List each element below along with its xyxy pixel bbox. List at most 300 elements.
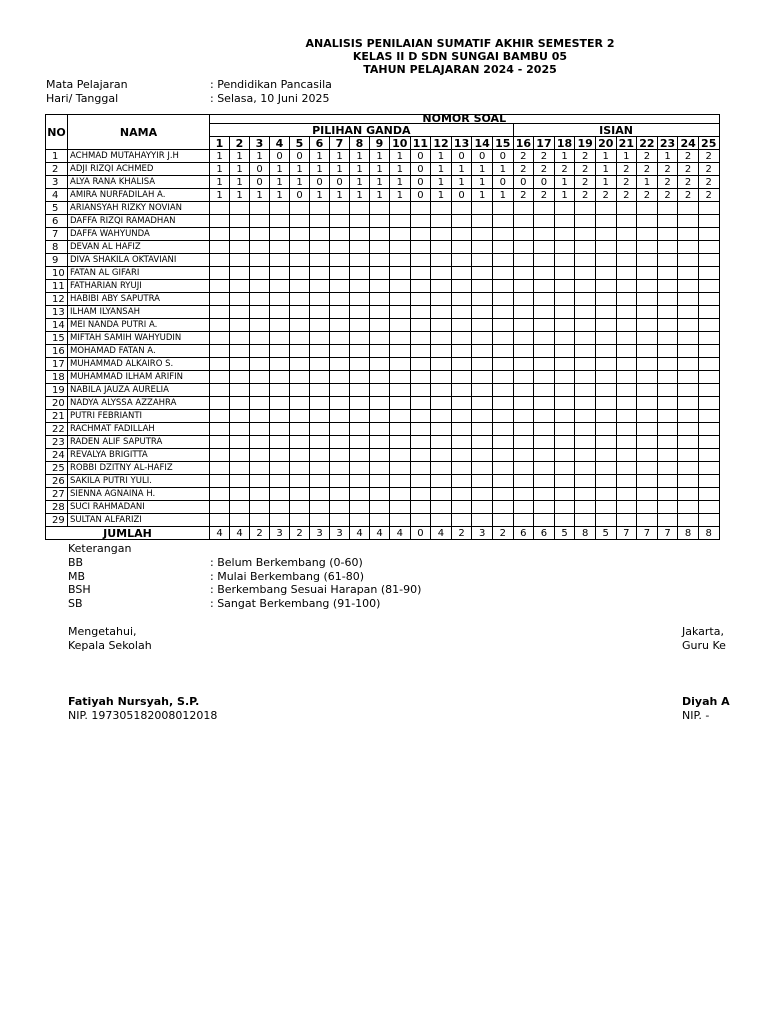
- question-number: 10: [390, 137, 411, 150]
- score-cell: [678, 241, 699, 254]
- student-no: 28: [46, 501, 68, 514]
- score-cell: [637, 475, 658, 488]
- score-cell: [451, 228, 472, 241]
- score-cell: [492, 319, 513, 332]
- score-cell: [410, 215, 431, 228]
- score-cell: [513, 436, 534, 449]
- legend-description: : Sangat Berkembang (91-100): [210, 596, 381, 610]
- score-cell: [451, 241, 472, 254]
- score-cell: [575, 423, 596, 436]
- score-cell: 1: [310, 189, 330, 202]
- score-cell: [250, 254, 270, 267]
- score-cell: 1: [472, 163, 493, 176]
- score-cell: [370, 397, 390, 410]
- score-cell: [210, 501, 230, 514]
- score-cell: [637, 371, 658, 384]
- score-cell: [513, 423, 534, 436]
- score-cell: [250, 449, 270, 462]
- score-cell: [616, 514, 637, 527]
- score-cell: 2: [657, 176, 678, 189]
- score-cell: [451, 449, 472, 462]
- score-cell: 1: [330, 163, 350, 176]
- score-cell: [290, 241, 310, 254]
- score-cell: [534, 202, 555, 215]
- score-cell: [451, 215, 472, 228]
- score-cell: [350, 332, 370, 345]
- score-cell: [230, 514, 250, 527]
- score-cell: [534, 358, 555, 371]
- student-name: ILHAM ILYANSAH: [68, 306, 210, 319]
- score-cell: [657, 267, 678, 280]
- score-cell: [410, 319, 431, 332]
- score-cell: [370, 202, 390, 215]
- date-row: [46, 92, 346, 105]
- score-cell: [698, 462, 719, 475]
- score-cell: [270, 332, 290, 345]
- score-cell: [210, 280, 230, 293]
- score-cell: [657, 410, 678, 423]
- score-cell: [230, 319, 250, 332]
- score-cell: [230, 293, 250, 306]
- question-number: 21: [616, 137, 637, 150]
- score-cell: 1: [390, 189, 411, 202]
- score-cell: [270, 293, 290, 306]
- score-cell: [513, 280, 534, 293]
- score-cell: [290, 423, 310, 436]
- score-cell: [330, 488, 350, 501]
- score-cell: [534, 306, 555, 319]
- score-cell: [390, 293, 411, 306]
- score-cell: [616, 384, 637, 397]
- score-cell: [330, 371, 350, 384]
- score-cell: [431, 410, 452, 423]
- student-no: 20: [46, 397, 68, 410]
- score-cell: [657, 371, 678, 384]
- score-cell: [698, 371, 719, 384]
- student-row: [46, 319, 720, 332]
- score-cell: [370, 488, 390, 501]
- score-cell: [210, 397, 230, 410]
- score-cell: [595, 462, 616, 475]
- score-cell: [410, 306, 431, 319]
- score-cell: [370, 436, 390, 449]
- question-number: 7: [330, 137, 350, 150]
- score-cell: [513, 293, 534, 306]
- score-cell: [431, 267, 452, 280]
- score-cell: [657, 449, 678, 462]
- score-cell: [330, 306, 350, 319]
- score-cell: [657, 293, 678, 306]
- score-cell: [230, 384, 250, 397]
- score-cell: [575, 514, 596, 527]
- score-cell: [575, 462, 596, 475]
- score-cell: [492, 371, 513, 384]
- score-cell: [513, 410, 534, 423]
- score-cell: [513, 358, 534, 371]
- score-cell: [370, 371, 390, 384]
- question-number: 14: [472, 137, 493, 150]
- score-cell: [310, 410, 330, 423]
- score-cell: [230, 501, 250, 514]
- score-cell: [472, 501, 493, 514]
- score-cell: [554, 423, 575, 436]
- score-cell: [210, 306, 230, 319]
- score-cell: [410, 423, 431, 436]
- student-no: 24: [46, 449, 68, 462]
- score-cell: [554, 501, 575, 514]
- score-cell: [492, 293, 513, 306]
- score-cell: 1: [431, 176, 452, 189]
- score-cell: [616, 215, 637, 228]
- header-row-1: [46, 115, 720, 124]
- score-cell: [410, 462, 431, 475]
- jumlah-cell: 3: [310, 527, 330, 540]
- score-cell: [595, 345, 616, 358]
- jumlah-cell: 6: [513, 527, 534, 540]
- student-no: 8: [46, 241, 68, 254]
- score-cell: [534, 319, 555, 332]
- score-cell: [210, 358, 230, 371]
- score-cell: [616, 332, 637, 345]
- score-cell: [230, 267, 250, 280]
- score-cell: 0: [310, 176, 330, 189]
- score-cell: [290, 319, 310, 332]
- score-cell: [472, 488, 493, 501]
- jumlah-cell: 2: [250, 527, 270, 540]
- jumlah-cell: 4: [370, 527, 390, 540]
- score-cell: [472, 371, 493, 384]
- score-cell: [637, 462, 658, 475]
- score-cell: [330, 475, 350, 488]
- score-cell: [270, 514, 290, 527]
- score-cell: [390, 514, 411, 527]
- score-cell: [290, 501, 310, 514]
- score-cell: [637, 488, 658, 501]
- score-cell: [451, 423, 472, 436]
- score-cell: [431, 514, 452, 527]
- score-cell: [678, 410, 699, 423]
- score-cell: [616, 228, 637, 241]
- score-cell: [575, 475, 596, 488]
- score-cell: [637, 358, 658, 371]
- score-cell: [616, 280, 637, 293]
- score-cell: 2: [575, 176, 596, 189]
- score-cell: [230, 462, 250, 475]
- score-cell: [637, 293, 658, 306]
- score-cell: [310, 215, 330, 228]
- score-cell: [554, 475, 575, 488]
- score-cell: [472, 254, 493, 267]
- score-cell: [575, 306, 596, 319]
- score-cell: [595, 514, 616, 527]
- score-cell: [595, 306, 616, 319]
- score-cell: [698, 384, 719, 397]
- score-cell: 2: [554, 163, 575, 176]
- score-cell: [534, 449, 555, 462]
- student-row: [46, 345, 720, 358]
- student-no: 9: [46, 254, 68, 267]
- question-number: 19: [575, 137, 596, 150]
- student-no: 15: [46, 332, 68, 345]
- score-cell: [390, 501, 411, 514]
- score-cell: [595, 254, 616, 267]
- score-cell: [350, 280, 370, 293]
- score-cell: [698, 202, 719, 215]
- score-cell: 1: [637, 176, 658, 189]
- score-cell: [390, 306, 411, 319]
- score-cell: [330, 319, 350, 332]
- score-cell: [575, 215, 596, 228]
- score-cell: [230, 358, 250, 371]
- score-cell: 2: [678, 163, 699, 176]
- score-cell: [250, 410, 270, 423]
- score-cell: [678, 488, 699, 501]
- score-cell: [330, 514, 350, 527]
- score-cell: [431, 397, 452, 410]
- score-cell: [678, 436, 699, 449]
- score-cell: [472, 319, 493, 332]
- sign-left-line2: Kepala Sekolah: [68, 639, 152, 652]
- score-cell: [657, 475, 678, 488]
- student-row: [46, 267, 720, 280]
- score-cell: [637, 423, 658, 436]
- score-cell: [250, 462, 270, 475]
- score-cell: 0: [492, 176, 513, 189]
- legend-code: SB: [68, 596, 83, 610]
- score-cell: [410, 358, 431, 371]
- score-cell: [492, 267, 513, 280]
- student-no: 26: [46, 475, 68, 488]
- score-cell: 1: [330, 150, 350, 163]
- legend-code: BSH: [68, 583, 91, 596]
- score-cell: [492, 449, 513, 462]
- score-cell: [616, 371, 637, 384]
- score-cell: [350, 241, 370, 254]
- student-no: 11: [46, 280, 68, 293]
- score-cell: [698, 254, 719, 267]
- score-cell: [575, 254, 596, 267]
- score-cell: [330, 280, 350, 293]
- score-cell: 1: [230, 163, 250, 176]
- score-cell: [310, 501, 330, 514]
- score-cell: [513, 501, 534, 514]
- question-number: 5: [290, 137, 310, 150]
- score-cell: 1: [554, 189, 575, 202]
- score-cell: [678, 345, 699, 358]
- score-cell: [431, 215, 452, 228]
- score-cell: [390, 462, 411, 475]
- score-cell: [210, 319, 230, 332]
- student-name: MIFTAH SAMIH WAHYUDIN: [68, 332, 210, 345]
- student-row: [46, 462, 720, 475]
- score-cell: [431, 306, 452, 319]
- score-cell: [451, 280, 472, 293]
- score-cell: [390, 202, 411, 215]
- score-cell: [210, 332, 230, 345]
- score-cell: [492, 501, 513, 514]
- student-name: SAKILA PUTRI YULI.: [68, 475, 210, 488]
- score-cell: [492, 280, 513, 293]
- score-cell: [270, 436, 290, 449]
- score-cell: 2: [575, 189, 596, 202]
- score-cell: [595, 501, 616, 514]
- score-cell: [595, 215, 616, 228]
- score-cell: [698, 358, 719, 371]
- score-cell: [390, 488, 411, 501]
- score-cell: [270, 423, 290, 436]
- score-cell: [390, 228, 411, 241]
- legend-description: : Berkembang Sesuai Harapan (81-90): [210, 583, 422, 596]
- score-cell: [250, 423, 270, 436]
- score-cell: [678, 306, 699, 319]
- student-row: [46, 215, 720, 228]
- jumlah-cell: 2: [290, 527, 310, 540]
- score-cell: [472, 423, 493, 436]
- score-cell: [250, 202, 270, 215]
- score-cell: [290, 215, 310, 228]
- score-cell: [678, 202, 699, 215]
- student-no: 23: [46, 436, 68, 449]
- score-cell: [616, 501, 637, 514]
- score-cell: 0: [290, 150, 310, 163]
- score-cell: 1: [210, 150, 230, 163]
- jumlah-cell: 3: [472, 527, 493, 540]
- question-number: 1: [210, 137, 230, 150]
- score-cell: [616, 475, 637, 488]
- score-cell: [270, 449, 290, 462]
- score-cell: [410, 267, 431, 280]
- score-cell: [698, 332, 719, 345]
- score-cell: [310, 332, 330, 345]
- score-cell: [410, 280, 431, 293]
- student-row: [46, 241, 720, 254]
- score-cell: [431, 358, 452, 371]
- score-cell: [534, 475, 555, 488]
- student-name: MUHAMMAD ILHAM ARIFIN: [68, 371, 210, 384]
- score-cell: [310, 384, 330, 397]
- score-cell: [595, 475, 616, 488]
- question-number: 11: [410, 137, 431, 150]
- score-cell: [410, 410, 431, 423]
- score-cell: 0: [410, 150, 431, 163]
- score-cell: [492, 254, 513, 267]
- score-cell: [410, 514, 431, 527]
- score-cell: [210, 371, 230, 384]
- score-cell: [250, 436, 270, 449]
- student-row: [46, 202, 720, 215]
- score-cell: [492, 215, 513, 228]
- score-cell: [310, 475, 330, 488]
- student-row: [46, 228, 720, 241]
- student-row: [46, 293, 720, 306]
- score-cell: 1: [431, 163, 452, 176]
- score-cell: [657, 397, 678, 410]
- score-cell: [534, 293, 555, 306]
- score-cell: [678, 462, 699, 475]
- score-cell: [492, 514, 513, 527]
- teacher-name: Diyah A: [682, 695, 730, 708]
- score-cell: [534, 332, 555, 345]
- score-cell: [370, 358, 390, 371]
- sign-right-line2: Guru Ke: [682, 639, 726, 652]
- score-cell: [534, 371, 555, 384]
- score-cell: [410, 293, 431, 306]
- student-name: REVALYA BRIGITTA: [68, 449, 210, 462]
- score-cell: [310, 280, 330, 293]
- score-cell: [657, 215, 678, 228]
- score-cell: [637, 501, 658, 514]
- question-number: 24: [678, 137, 699, 150]
- score-cell: [554, 280, 575, 293]
- student-name: HABIBI ABY SAPUTRA: [68, 293, 210, 306]
- student-row: [46, 475, 720, 488]
- question-number: 18: [554, 137, 575, 150]
- score-cell: [230, 449, 250, 462]
- score-cell: 2: [637, 189, 658, 202]
- score-cell: [513, 202, 534, 215]
- score-cell: [451, 410, 472, 423]
- score-cell: [595, 488, 616, 501]
- score-cell: [637, 345, 658, 358]
- score-cell: [250, 228, 270, 241]
- jumlah-cell: 8: [678, 527, 699, 540]
- score-cell: [492, 202, 513, 215]
- score-cell: [657, 358, 678, 371]
- jumlah-cell: 7: [657, 527, 678, 540]
- score-cell: [513, 488, 534, 501]
- score-cell: [431, 423, 452, 436]
- score-cell: [472, 384, 493, 397]
- score-cell: [554, 228, 575, 241]
- score-cell: [698, 306, 719, 319]
- score-cell: [637, 397, 658, 410]
- score-cell: [310, 267, 330, 280]
- score-cell: [390, 423, 411, 436]
- sign-left-line1: Mengetahui,: [68, 625, 137, 638]
- score-cell: 1: [250, 189, 270, 202]
- score-cell: [230, 410, 250, 423]
- score-cell: [431, 475, 452, 488]
- score-cell: [451, 371, 472, 384]
- score-cell: [595, 293, 616, 306]
- score-cell: [595, 371, 616, 384]
- score-cell: [616, 397, 637, 410]
- score-cell: [330, 241, 350, 254]
- score-cell: [230, 371, 250, 384]
- score-cell: [210, 267, 230, 280]
- score-cell: [492, 475, 513, 488]
- jumlah-cell: 5: [554, 527, 575, 540]
- score-cell: [310, 228, 330, 241]
- score-cell: [575, 371, 596, 384]
- question-number: 20: [595, 137, 616, 150]
- score-cell: [595, 397, 616, 410]
- score-cell: [370, 280, 390, 293]
- score-cell: [595, 319, 616, 332]
- score-cell: 2: [595, 189, 616, 202]
- score-cell: [637, 410, 658, 423]
- score-cell: [350, 267, 370, 280]
- score-cell: [410, 449, 431, 462]
- score-cell: [310, 371, 330, 384]
- score-cell: 1: [370, 150, 390, 163]
- score-cell: [350, 462, 370, 475]
- score-cell: [330, 267, 350, 280]
- question-number: 25: [698, 137, 719, 150]
- question-number: 23: [657, 137, 678, 150]
- score-cell: [616, 254, 637, 267]
- score-cell: [678, 228, 699, 241]
